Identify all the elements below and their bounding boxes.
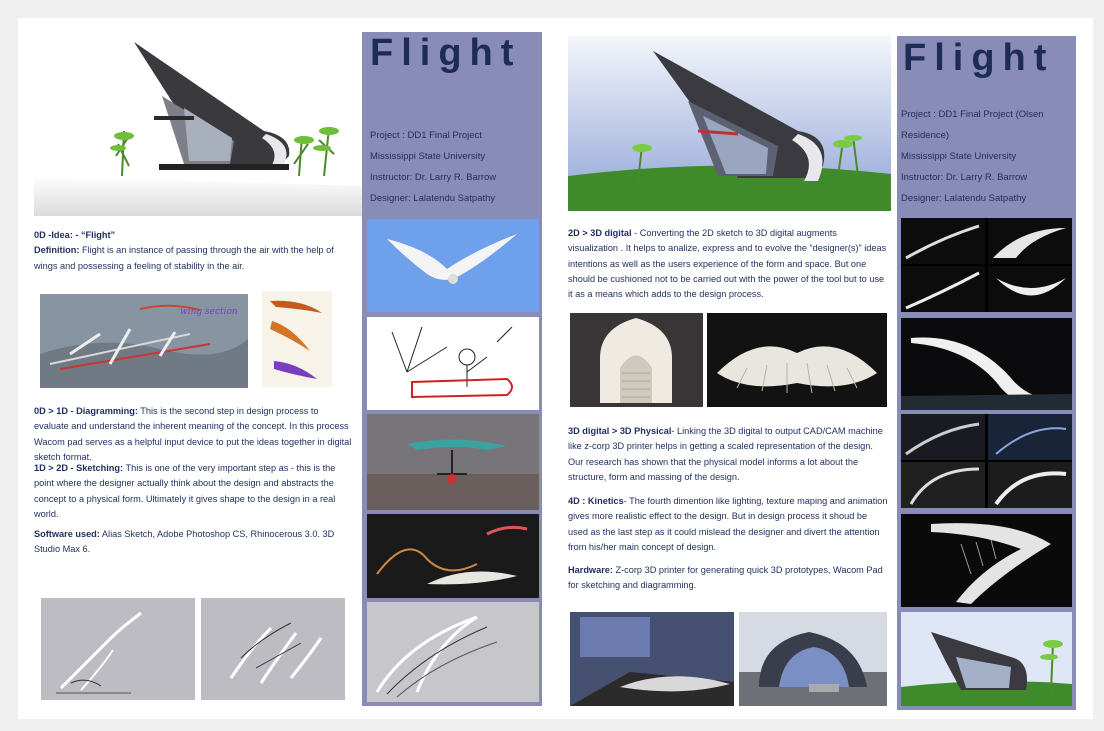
hardware-text: [568, 563, 888, 594]
exterior-night-render: [739, 612, 887, 706]
hang-glider-photo: [367, 414, 539, 510]
diagramming-body: This is the second step in design process to evaluate and understand the inherent meaning of the concept. In this process Wacom pad serves as a helpful input device to put the ideas together in digital sketch format.: [34, 406, 352, 462]
gesture-sketch-2: [201, 598, 345, 700]
curve-render-large: [901, 318, 1072, 410]
building-render-right: [568, 36, 891, 211]
physical-label: 3D digital > 3D Physical: [568, 426, 672, 436]
definition-label: Definition:: [34, 245, 80, 256]
right-panel-title: Flight: [903, 37, 1055, 79]
abstract-3d-forms: [367, 514, 539, 598]
right-info-line: Instructor: Dr. Larry R. Barrow: [901, 172, 1028, 183]
physical-model-front: [570, 313, 703, 407]
sketching-label: 1D > 2D - Sketching:: [34, 463, 124, 473]
right-info-line: Mississippi State University: [901, 151, 1017, 162]
idea-heading: 0D -Idea: - “Flight”: [34, 230, 116, 240]
boomerang-sketch: [262, 291, 332, 387]
physical-model-wing: [707, 313, 887, 407]
hardware-label: Hardware:: [568, 565, 613, 575]
left-info-line: Designer: Lalatendu Satpathy: [370, 193, 496, 204]
swan-photo: [367, 219, 539, 312]
kinetics-text: [568, 494, 888, 555]
digital-text: [568, 226, 888, 302]
stair-render: [901, 514, 1072, 607]
render-study-grid: [901, 414, 1072, 508]
wing-line-sketch: [367, 602, 539, 702]
right-info-line: Project : DD1 Final Project (Olsen: [901, 109, 1044, 120]
aerial-glider-photo: [40, 294, 248, 388]
hardware-body: Z-corp 3D printer for generating quick 3D prototypes, Wacom Pad for sketching and diagramming.: [568, 565, 883, 591]
right-panel-info: [901, 104, 1044, 209]
sketching-body: This is one of the very important step as - this is the point where the designer actually think about the design and abstracts the concept to a physical form. Ultimately it gives shape to the design in a real world.: [34, 463, 336, 519]
building-render-small: [901, 612, 1072, 706]
idea-definition-text: [34, 228, 349, 274]
left-info-line: Instructor: Dr. Larry R. Barrow: [370, 172, 497, 183]
building-render-left: [34, 36, 362, 216]
definition-body: Flight is an instance of passing through the air with the help of wings and possessing a feeling of stability in the air.: [34, 245, 334, 271]
left-panel-title: Flight: [370, 32, 522, 74]
physical-text: [568, 424, 888, 485]
software-label: Software used:: [34, 529, 100, 539]
sketching-text: [34, 461, 352, 522]
gesture-sketch-1: [41, 598, 195, 700]
diagramming-text: [34, 404, 352, 465]
interior-render: [570, 612, 734, 706]
digital-body: - Converting the 2D sketch to 3D digital augments visualization . It helps to analize, express and to evolve the “designer(s)” ideas intentions as well as the users experience of the form and space. But one should be cushioned not to be carried out with the power of the tool but to use it as a means which adds to the design process.: [568, 228, 887, 300]
left-info-line: Project : DD1 Final Project: [370, 130, 482, 141]
flight-diagram: [367, 317, 539, 410]
kinetics-body: - The fourth dimention like lighting, texture maping and animation gives more realistic effect to the design. But in design process it shoud be used as the last step as it could mislead the designer and divert the attention from his/her main concept of design.: [568, 496, 888, 552]
wing-section-annotation: wing section: [180, 307, 238, 317]
software-body: Alias Sketch, Adobe Photoshop CS, Rhinocerous 3.0. 3D Studio Max 6.: [34, 529, 335, 555]
right-info-line: Residence): [901, 130, 950, 141]
left-panel-info: [370, 125, 496, 209]
right-info-line: Designer: Lalatendu Satpathy: [901, 193, 1027, 204]
diagramming-label: 0D > 1D - Diagramming:: [34, 406, 138, 416]
software-text: [34, 527, 352, 558]
digital-label: 2D > 3D digital: [568, 228, 632, 238]
kinetics-label: 4D : Kinetics: [568, 496, 624, 506]
curve-study-grid: [901, 218, 1072, 312]
physical-body: - Linking the 3D digital to output CAD/CAM machine like z-corp 3D printer helps in getting a scaled representation of the design. Our research has shown that the physical model informs a lot about the structure, form and massing of the design.: [568, 426, 883, 482]
left-info-line: Mississippi State University: [370, 151, 486, 162]
